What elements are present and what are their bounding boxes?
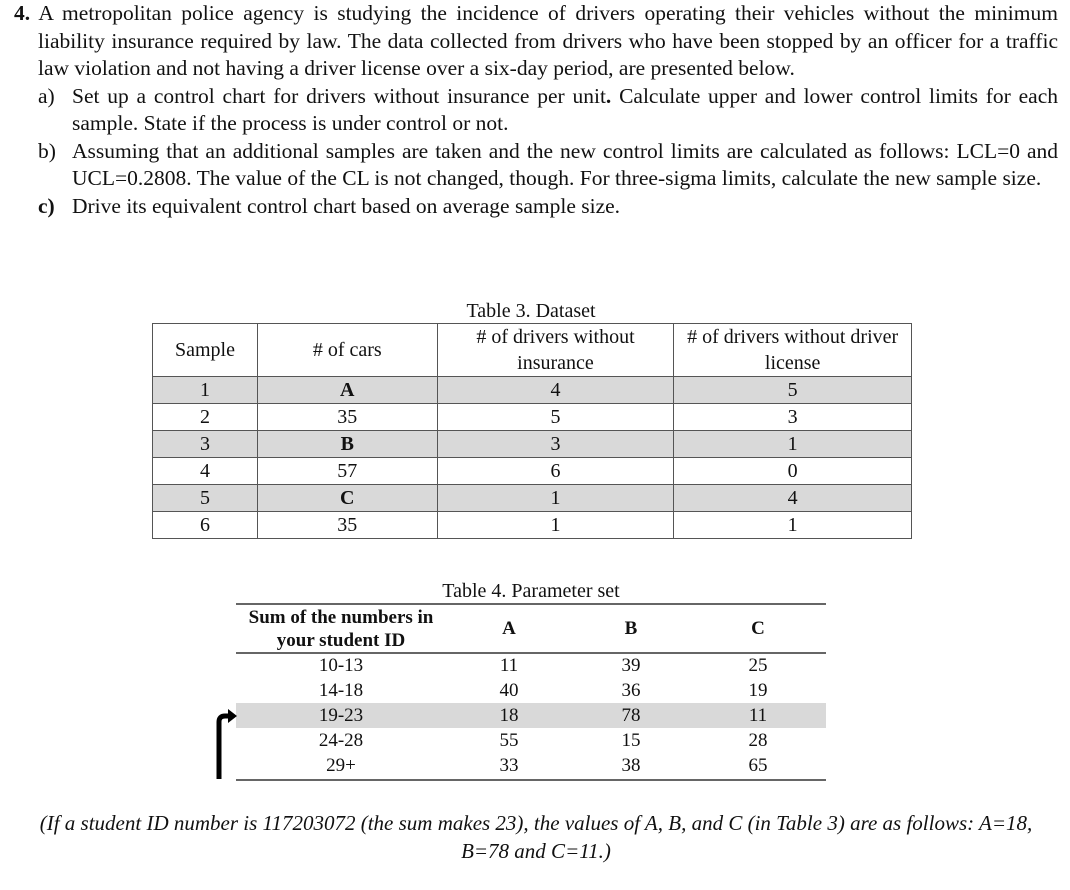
table-cell: 19-23	[236, 703, 446, 728]
table-cell: 4	[437, 377, 674, 404]
part-a-text: Set up a control chart for drivers without insurance per unit	[72, 83, 606, 108]
parameter-table	[236, 604, 826, 778]
problem-number: 4.	[14, 1, 31, 25]
table-cell: C	[257, 485, 437, 512]
table-row	[153, 431, 912, 458]
table-row	[153, 485, 912, 512]
part-b-letter: b)	[38, 138, 56, 163]
problem-parts	[14, 83, 1058, 221]
table-cell: 19	[748, 680, 768, 701]
table-cell: 6	[153, 512, 258, 539]
table-cell: 2	[153, 404, 258, 431]
table-cell: 57	[257, 458, 437, 485]
table-cell: 10-13	[318, 655, 364, 676]
table4-header-row	[236, 604, 826, 653]
table4-caption: Table 4. Parameter set	[442, 580, 620, 602]
table-row	[153, 377, 912, 404]
student-id-note: (If a student ID number is 117203072 (the sum makes 23), the values of A, B, and C (in Table 3) are as follows: A=18, B=78 and C=11.)	[39, 811, 1033, 863]
table3-header-cars: # of cars	[257, 324, 437, 377]
table-cell: 35	[257, 404, 437, 431]
table3-header-sample: Sample	[153, 324, 258, 377]
table-cell: 1	[437, 512, 674, 539]
table-cell: 40	[499, 680, 519, 701]
table3-caption: Table 3. Dataset	[466, 300, 596, 322]
problem-statement	[14, 0, 1058, 220]
table-cell: 28	[748, 730, 768, 751]
table-row	[236, 753, 826, 778]
table3-header-no-license: # of drivers without driver license	[674, 324, 912, 377]
table-cell: 3	[153, 431, 258, 458]
table-cell: 11	[499, 655, 519, 676]
table-cell: 14-18	[318, 680, 364, 701]
table-cell: 1	[437, 485, 674, 512]
table-cell: 0	[674, 458, 912, 485]
table-cell: 11	[690, 703, 826, 728]
table-cell: 1	[674, 512, 912, 539]
table4-header-b: B	[624, 618, 638, 639]
table-row	[153, 512, 912, 539]
table-cell: 39	[621, 655, 641, 676]
table-cell: 78	[572, 703, 690, 728]
table3-header-no-insurance: # of drivers without insurance	[437, 324, 674, 377]
table-cell: 33	[499, 755, 519, 776]
table-cell: 55	[499, 730, 519, 751]
table-cell: 35	[257, 512, 437, 539]
table4-header-sum: Sum of the numbers in your student ID	[248, 606, 434, 651]
table4-header-c: C	[751, 618, 765, 639]
table-cell: 4	[153, 458, 258, 485]
table-cell: 65	[748, 755, 768, 776]
table-cell: 6	[437, 458, 674, 485]
part-a-text-rest: Calculate upper and lower control limits for each sample. State if the process is under control or not.	[72, 83, 1058, 135]
part-a	[14, 83, 1058, 138]
pointer-arrow-icon	[206, 706, 240, 782]
table-row	[153, 404, 912, 431]
table-cell: 3	[674, 404, 912, 431]
table-cell: 18	[446, 703, 572, 728]
part-c	[14, 193, 1058, 221]
table-row	[236, 653, 826, 678]
table-cell: 1	[153, 377, 258, 404]
table-row	[153, 458, 912, 485]
part-c-text: Drive its equivalent control chart based on average sample size.	[72, 193, 621, 218]
part-a-letter: a)	[38, 83, 55, 108]
table-cell: 36	[621, 680, 641, 701]
problem-intro	[14, 0, 1058, 83]
table-cell: A	[257, 377, 437, 404]
table-cell: 3	[437, 431, 674, 458]
table-cell: 15	[621, 730, 641, 751]
table-cell: B	[257, 431, 437, 458]
table-cell: 1	[674, 431, 912, 458]
table-cell: 25	[748, 655, 768, 676]
table-row	[236, 678, 826, 703]
part-a-period: .	[605, 83, 612, 108]
table4-bottom-rule	[236, 779, 826, 781]
table-cell: 4	[674, 485, 912, 512]
table-cell: 38	[621, 755, 641, 776]
table3-header-row	[153, 324, 912, 377]
table-cell: 29+	[326, 755, 356, 776]
table-row	[236, 728, 826, 753]
table4-header-a: A	[502, 618, 516, 639]
table-cell: 24-28	[318, 730, 364, 751]
problem-intro-text: A metropolitan police agency is studying the incidence of drivers operating their vehicles without the minimum liability insurance required by law. The data collected from drivers who have been stopped by an officer for a traffic law violation and not having a driver license over a six-day period, are presented below.	[38, 1, 1058, 80]
part-c-letter: c)	[38, 193, 55, 218]
dataset-table	[152, 323, 912, 539]
part-b-text: Assuming that an additional samples are taken and the new control limits are calculated as follows: LCL=0 and UCL=0.2808. The value of the CL is not changed, though. For three-sigma limits, calculate the new sample size.	[72, 138, 1058, 190]
table-row-highlighted	[236, 703, 826, 728]
table-cell: 5	[153, 485, 258, 512]
table-cell: 5	[674, 377, 912, 404]
table-cell: 5	[437, 404, 674, 431]
part-b	[14, 138, 1058, 193]
